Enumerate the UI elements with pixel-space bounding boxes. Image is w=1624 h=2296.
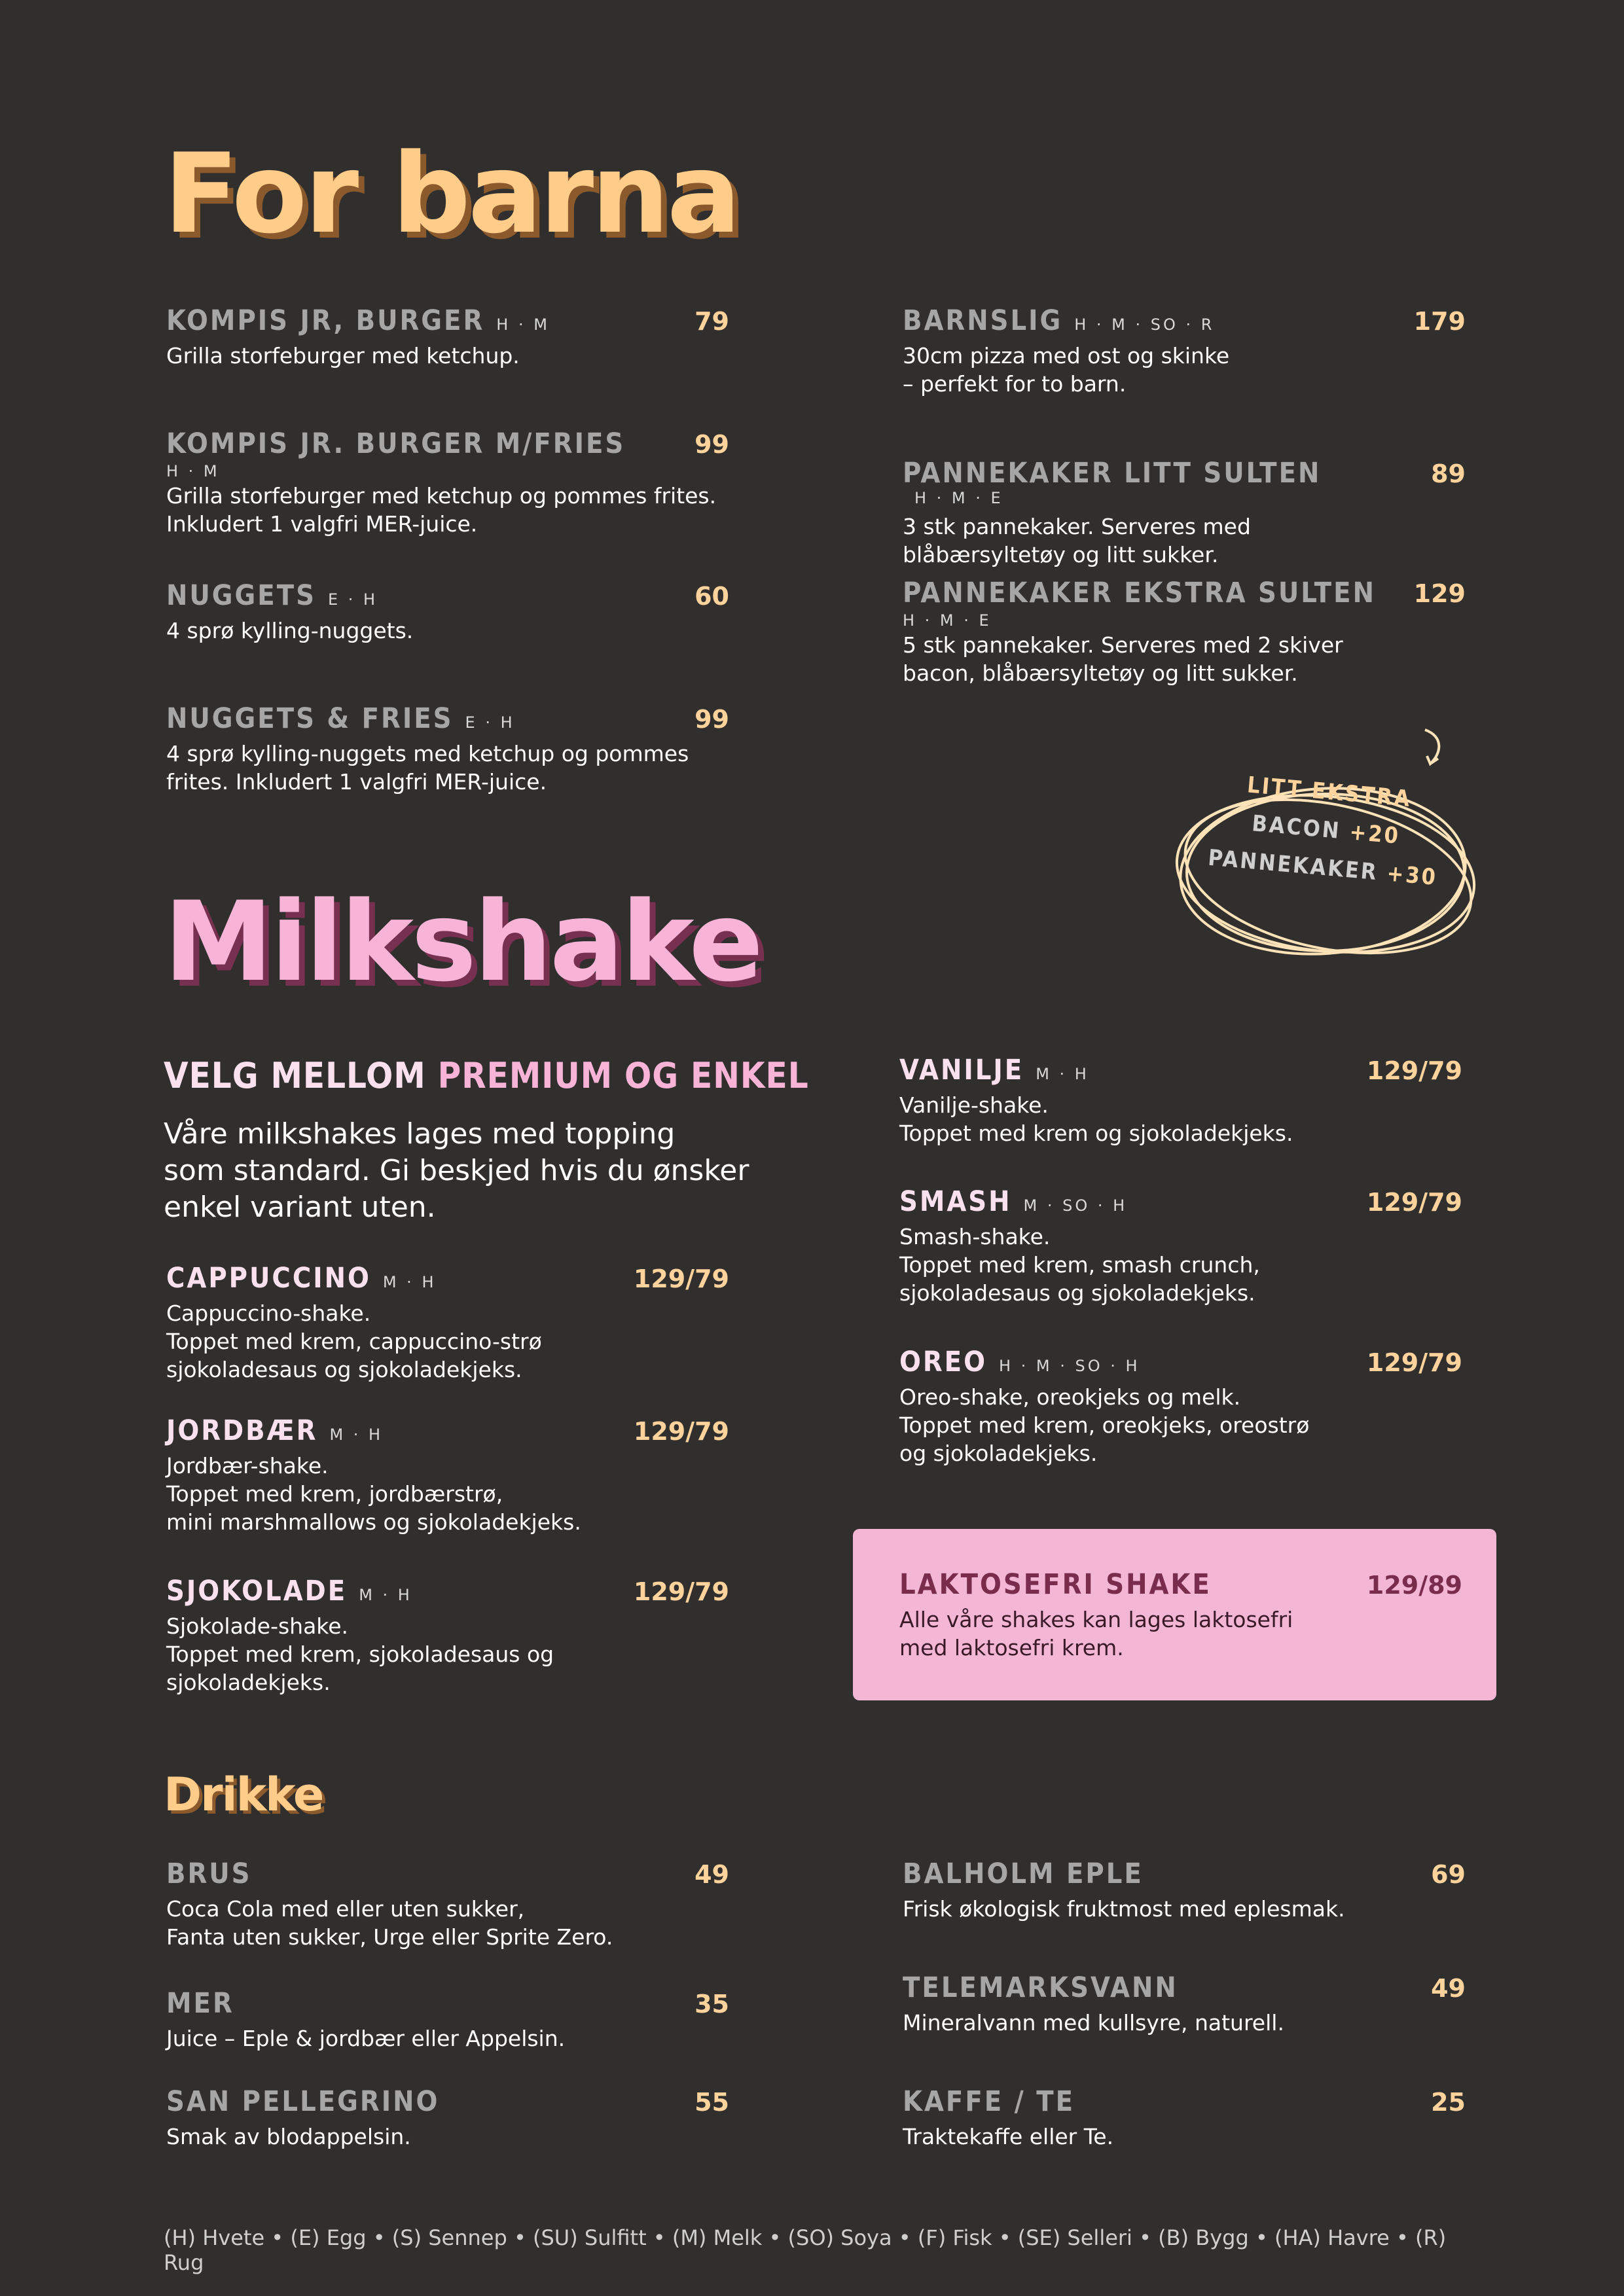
item-name: MER (166, 1987, 234, 2020)
promo-pannekaker-price: +30 (1386, 860, 1439, 891)
milkshake-intro: Våre milkshakes lages med topping som standard. Gi beskjed hvis du ønsker enkel variant uten. (164, 1117, 749, 1224)
item-name: TELEMARKSVANN (903, 1971, 1178, 2004)
item-name: SMASH (899, 1185, 1012, 1218)
item-name: KOMPIS JR. BURGER M/FRIES (166, 427, 626, 460)
item-allergens: M · H (359, 1586, 412, 1604)
item-allergens: M · H (1036, 1065, 1089, 1083)
item-allergens: H · M (496, 315, 550, 334)
menu-item-telemarksvann (903, 1973, 1466, 2037)
arrow-icon (1425, 730, 1439, 764)
menu-item-brus (166, 1859, 729, 1951)
item-name: PANNEKAKER LITT SULTEN (903, 457, 1322, 490)
item-price: 99 (695, 430, 729, 459)
allergen-legend: (H) Hvete • (E) Egg • (S) Sennep • (SU) Sulfitt • (M) Melk • (SO) Soya • (F) Fisk • (SE) Selleri • (B) Bygg • (HA) Havre • (R) Rug (164, 2225, 1447, 2275)
item-price: 25 (1431, 2088, 1466, 2117)
menu-item-san-pellegrino (166, 2087, 729, 2151)
item-description: Grilla storfeburger med ketchup. (166, 343, 520, 369)
item-name: KAFFE / TE (903, 2085, 1075, 2118)
section-title-milkshake: Milkshake (164, 878, 761, 1006)
item-allergens: H · M · E (903, 611, 992, 630)
item-allergens: M · H (382, 1273, 437, 1291)
item-price: 129 (1413, 579, 1466, 608)
menu-item-barnslig (903, 306, 1466, 398)
item-description: Grilla storfeburger med ketchup og pommes frites. Inkludert 1 valgfri MER-juice. (166, 483, 717, 537)
item-price: 79 (695, 307, 729, 336)
menu-item-smash (899, 1187, 1462, 1307)
promo-title: LITT EKSTRA (1246, 772, 1413, 813)
item-description: Oreo-shake, oreokjeks og melk. Toppet med krem, oreokjeks, oreostrø og sjokoladekjeks. (899, 1384, 1310, 1467)
menu-item-kompis-jr-burger-fries (166, 429, 729, 538)
item-name: PANNEKAKER EKSTRA SULTEN (903, 577, 1376, 609)
item-allergens: H · M (166, 462, 220, 481)
extra-topping-promo (1168, 717, 1483, 959)
item-description: Sjokolade-shake. Toppet med krem, sjokoladesaus og sjokoladekjeks. (166, 1613, 554, 1696)
promo-bacon-price: +20 (1348, 819, 1401, 850)
item-price: 99 (695, 705, 729, 734)
item-name: LAKTOSEFRI SHAKE (899, 1568, 1212, 1601)
menu-item-pannekaker-ekstra-sulten (903, 578, 1466, 687)
item-description: 30cm pizza med ost og skinke – perfekt for to barn. (903, 343, 1230, 397)
item-description: Smash-shake. Toppet med krem, smash crunch, sjokoladesaus og sjokoladekjeks. (899, 1224, 1260, 1306)
promo-bacon-label: BACON (1251, 810, 1343, 844)
menu-item-nuggets-fries (166, 704, 729, 796)
item-description: Traktekaffe eller Te. (903, 2124, 1114, 2150)
section-title-drikke: Drikke (164, 1768, 323, 1821)
item-price: 129/79 (1366, 1348, 1462, 1377)
menu-item-balholm-eple (903, 1859, 1466, 1923)
item-description: 5 stk pannekaker. Serveres med 2 skiver bacon, blåbærsyltetøy og litt sukker. (903, 632, 1343, 687)
item-allergens: E · H (327, 590, 378, 609)
menu-item-vanilje (899, 1055, 1462, 1147)
item-price: 89 (1431, 459, 1466, 488)
item-name: BALHOLM EPLE (903, 1857, 1144, 1890)
item-description: 4 sprø kylling-nuggets med ketchup og pommes frites. Inkludert 1 valgfri MER-juice. (166, 741, 689, 795)
item-price: 49 (1431, 1974, 1466, 2003)
promo-pannekaker-label: PANNEKAKER (1206, 844, 1380, 886)
item-description: Smak av blodappelsin. (166, 2124, 411, 2150)
menu-item-kompis-jr-burger (166, 306, 729, 370)
item-price: 55 (695, 2088, 729, 2117)
menu-item-sjokolade (166, 1576, 729, 1696)
item-allergens: H · M · E (914, 489, 1003, 508)
item-price: 35 (695, 1990, 729, 2018)
item-description: Alle våre shakes kan lages laktosefri med laktosefri krem. (899, 1607, 1293, 1661)
item-price: 129/79 (1366, 1188, 1462, 1217)
item-price: 69 (1431, 1860, 1466, 1889)
menu-item-nuggets (166, 581, 729, 645)
item-description: Frisk økologisk fruktmost med eplesmak. (903, 1896, 1345, 1922)
item-description: Juice – Eple & jordbær eller Appelsin. (166, 2026, 566, 2052)
item-description: Coca Cola med eller uten sukker, Fanta uten sukker, Urge eller Sprite Zero. (166, 1896, 613, 1950)
item-name: VANILJE (899, 1054, 1024, 1086)
item-price: 60 (695, 582, 729, 611)
item-description: Mineralvann med kullsyre, naturell. (903, 2010, 1284, 2036)
item-allergens: H · M · SO · H (999, 1357, 1140, 1375)
item-description: 4 sprø kylling-nuggets. (166, 618, 414, 644)
section-title-for-barna: For barna (164, 130, 739, 258)
item-name: CAPPUCCINO (166, 1262, 371, 1295)
choose-white-text: VELG MELLOM (164, 1055, 426, 1096)
item-price: 129/79 (633, 1265, 729, 1293)
item-name: KOMPIS JR, BURGER (166, 304, 485, 337)
menu-item-kaffe-te (903, 2087, 1466, 2151)
menu-item-jordbaer (166, 1416, 729, 1536)
item-allergens: E · H (465, 713, 515, 732)
menu-item-laktosefri-shake (899, 1570, 1462, 1662)
item-name: JORDBÆR (166, 1414, 318, 1447)
item-name: NUGGETS & FRIES (166, 702, 454, 735)
item-name: NUGGETS (166, 579, 316, 612)
item-price: 179 (1413, 307, 1466, 336)
milkshake-choose-heading (164, 1055, 809, 1096)
item-description: Jordbær-shake. Toppet med krem, jordbærstrø, mini marshmallows og sjokoladekjeks. (166, 1453, 581, 1535)
item-name: SJOKOLADE (166, 1575, 348, 1607)
item-price: 129/79 (633, 1577, 729, 1606)
item-allergens: M · SO · H (1023, 1196, 1128, 1215)
item-name: OREO (899, 1346, 987, 1378)
item-allergens: H · M · SO · R (1074, 315, 1215, 334)
choose-pink-text: PREMIUM OG ENKEL (437, 1055, 809, 1096)
item-description: Vanilje-shake. Toppet med krem og sjokoladekjeks. (899, 1092, 1293, 1147)
item-price: 129/79 (1366, 1056, 1462, 1085)
menu-item-cappuccino (166, 1263, 729, 1384)
item-price: 49 (695, 1860, 729, 1889)
item-description: Cappuccino-shake. Toppet med krem, cappuccino-strø sjokoladesaus og sjokoladekjeks. (166, 1300, 542, 1383)
menu-item-pannekaker-litt-sulten (903, 458, 1466, 569)
item-price: 129/89 (1366, 1571, 1462, 1600)
item-allergens: M · H (329, 1426, 384, 1444)
menu-item-mer (166, 1988, 729, 2053)
item-name: SAN PELLEGRINO (166, 2085, 440, 2118)
item-price: 129/79 (633, 1417, 729, 1446)
item-name: BARNSLIG (903, 304, 1063, 337)
menu-item-oreo (899, 1347, 1462, 1467)
item-description: 3 stk pannekaker. Serveres med blåbærsyltetøy og litt sukker. (903, 514, 1251, 568)
item-name: BRUS (166, 1857, 252, 1890)
